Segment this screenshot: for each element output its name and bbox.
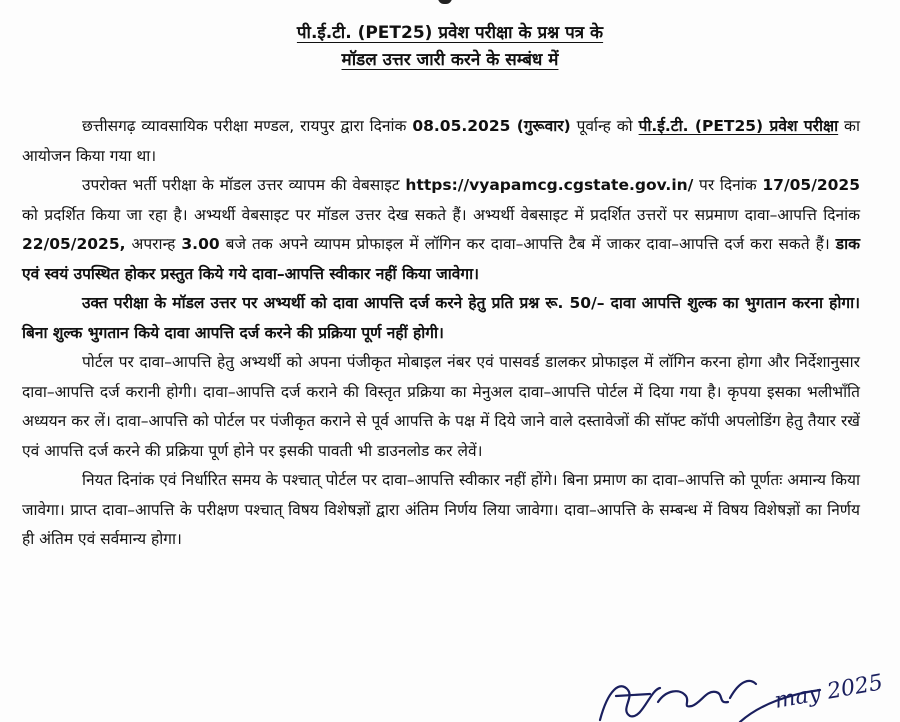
p2-text-4: अपरान्ह	[125, 235, 182, 253]
exam-date: 08.05.2025 (गुरूवार)	[412, 117, 571, 135]
p2-text-3: को प्रदर्शित किया जा रहा है। अभ्यर्थी वेबसाइट पर मॉडल उत्तर देख सकते हैं। अभ्यर्थी वेबसाइट में प्रदर्शित उत्तरों पर सप्रमाण दावा–आपत्ति दिनांक	[22, 205, 860, 224]
p2-text-1: उपरोक्त भर्ती परीक्षा के मॉडल उत्तर व्यापम की वेबसाइट	[82, 176, 406, 194]
website-url: https://vyapamcg.cgstate.gov.in/	[405, 176, 694, 194]
exam-name: पी.ई.टी. (PET25) प्रवेश परीक्षा	[638, 117, 839, 135]
deadline-date: 22/05/2025,	[22, 235, 126, 253]
p1-text-1: छत्तीसगढ़ व्यावसायिक परीक्षा मण्डल, रायपुर द्वारा दिनांक	[82, 117, 413, 135]
signature-date: may 2025	[772, 670, 885, 714]
paragraph-5: नियत दिनांक एवं निर्धारित समय के पश्चात् पोर्टल पर दावा–आपत्ति स्वीकार नहीं होंगे। बिना प्रमाण का दावा–आपत्ति को पूर्णतः अमान्य किया जावेगा। प्राप्त दावा–आपत्ति के परीक्षण पश्चात् विषय विशेषज्ञों द्वारा अंतिम निर्णय लिया जावेगा। दावा–आपत्ति के सम्बन्ध में विषय विशेषज्ञों का निर्णय ही अंतिम एवं सर्वमान्य होगा।	[22, 471, 860, 548]
paragraph-4: पोर्टल पर दावा–आपत्ति हेतु अभ्यर्थी को अपना पंजीकृत मोबाइल नंबर एवं पासवर्ड डालकर प्रोफाइल में लॉगिन करना होगा और निर्देशानुसार दावा–आपत्ति दर्ज करानी होगी। दावा–आपत्ति दर्ज कराने की विस्तृत प्रक्रिया का मेनुअल दावा–आपत्ति पोर्टल में दिया गया है। कृपया इसका भलीभाँति अध्ययन कर लें। दावा–आपत्ति को पोर्टल पर पंजीकृत कराने से पूर्व आपत्ति के पक्ष में दिये जाने वाले दस्तावेजों की सॉफ्ट कॉपी अपलोडिंग हेतु तैयार रखें एवं आपत्ति दर्ज करने की प्रक्रिया पूर्ण होने पर इसकी पावती भी डाउनलोड कर लेवें।	[22, 353, 860, 460]
title-line-1: पी.ई.टी. (PET25) प्रवेश परीक्षा के प्रश्न पत्र के	[296, 23, 604, 43]
title-line-2: मॉडल उत्तर जारी करने के सम्बंध में	[341, 50, 559, 70]
deadline-time: 3.00	[181, 235, 220, 253]
page-top-mark	[438, 0, 452, 4]
p2-bold-note: डाक एवं स्वयं उपस्थित होकर प्रस्तुत किये गये दावा–आपत्ति स्वीकार नहीं किया जावेगा।	[22, 235, 860, 283]
paragraph-1	[22, 112, 860, 171]
p2-text-2: पर दिनांक	[693, 176, 763, 194]
notice-title	[0, 20, 900, 74]
p2-text-5: बजे तक अपने व्यापम प्रोफाइल में लॉगिन कर दावा–आपत्ति टैब में जाकर दावा–आपत्ति दर्ज करा सकते हैं।	[219, 235, 836, 253]
signature-scribble	[590, 650, 900, 722]
paragraph-3: उक्त परीक्षा के मॉडल उत्तर पर अभ्यर्थी को दावा आपत्ति दर्ज करने हेतु प्रति प्रश्न रू. 50/– दावा आपत्ति शुल्क का भुगतान करना होगा। बिना शुल्क भुगतान किये दावा आपत्ति दर्ज करने की प्रक्रिया पूर्ण नहीं होगी।	[22, 294, 860, 342]
p1-text-3: का आयोजन किया गया था।	[22, 117, 860, 165]
display-date: 17/05/2025	[762, 176, 860, 194]
paragraph-2	[22, 171, 860, 289]
notice-body	[22, 112, 860, 555]
p1-text-2: पूर्वान्ह को	[570, 117, 639, 135]
